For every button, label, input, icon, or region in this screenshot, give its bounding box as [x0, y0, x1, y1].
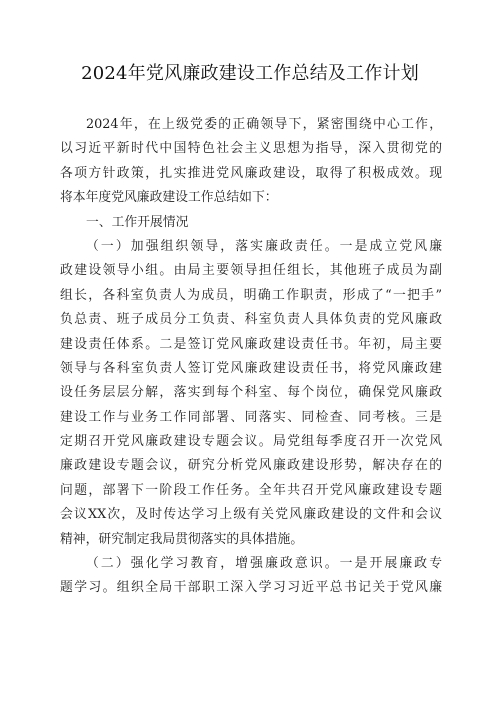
- paragraph-line: 政建设领导小组。由局主要领导担任组长，其他班子成员为副: [60, 263, 442, 279]
- paragraph-line: 2024年，在上级党委的正确领导下，紧密围绕中心工作，: [86, 117, 442, 132]
- document-body: [60, 113, 442, 601]
- paragraph-line: 各项方针政策，扎实推进党风廉政建设，取得了积极成效。现: [60, 165, 442, 181]
- section-heading: 一、工作开展情况: [86, 214, 189, 230]
- paragraph-line: 建设工作与业务工作同部署、同落实、同检查、同考核。三是: [60, 409, 442, 425]
- paragraph-line: 设任务层层分解，落实到每个科室、每个岗位，确保党风廉政: [60, 385, 442, 401]
- paragraph-line: 定期召开党风廉政建设专题会议。局党组每季度召开一次党风: [60, 434, 442, 450]
- paragraph-line: （二）强化学习教育，增强廉政意识。一是开展廉政专: [86, 556, 442, 572]
- paragraph-line: 组长，各科室负责人为成员，明确工作职责，形成了“一把手”: [60, 287, 442, 303]
- document-title: 2024年党风廉政建设工作总结及工作计划: [81, 63, 419, 84]
- paragraph-line: 题学习。组织全局干部职工深入学习习近平总书记关于党风廉: [60, 580, 442, 596]
- paragraph-line: 将本年度党风廉政建设工作总结如下：: [60, 190, 278, 206]
- paragraph-line: 以习近平新时代中国特色社会主义思想为指导，深入贯彻党的: [60, 141, 442, 157]
- paragraph-line: 廉政建设专题会议，研究分析党风廉政建设形势，解决存在的: [60, 458, 442, 474]
- paragraph-line: （一）加强组织领导，落实廉政责任。一是成立党风廉: [86, 238, 442, 254]
- paragraph-line: 建设责任体系。二是签订党风廉政建设责任书。年初，局主要: [60, 336, 442, 352]
- paragraph-line: 负总责、班子成员分工负责、科室负责人具体负责的党风廉政: [60, 312, 442, 328]
- paragraph-line: 问题，部署下一阶段工作任务。全年共召开党风廉政建设专题: [60, 482, 442, 498]
- paragraph-line: 领导与各科室负责人签订党风廉政建设责任书，将党风廉政建: [60, 360, 442, 376]
- paragraph-line: 精神，研究制定我局贯彻落实的具体措施。: [60, 531, 304, 547]
- paragraph-line: 会议XX次，及时传达学习上级有关党风廉政建设的文件和会议: [60, 507, 442, 523]
